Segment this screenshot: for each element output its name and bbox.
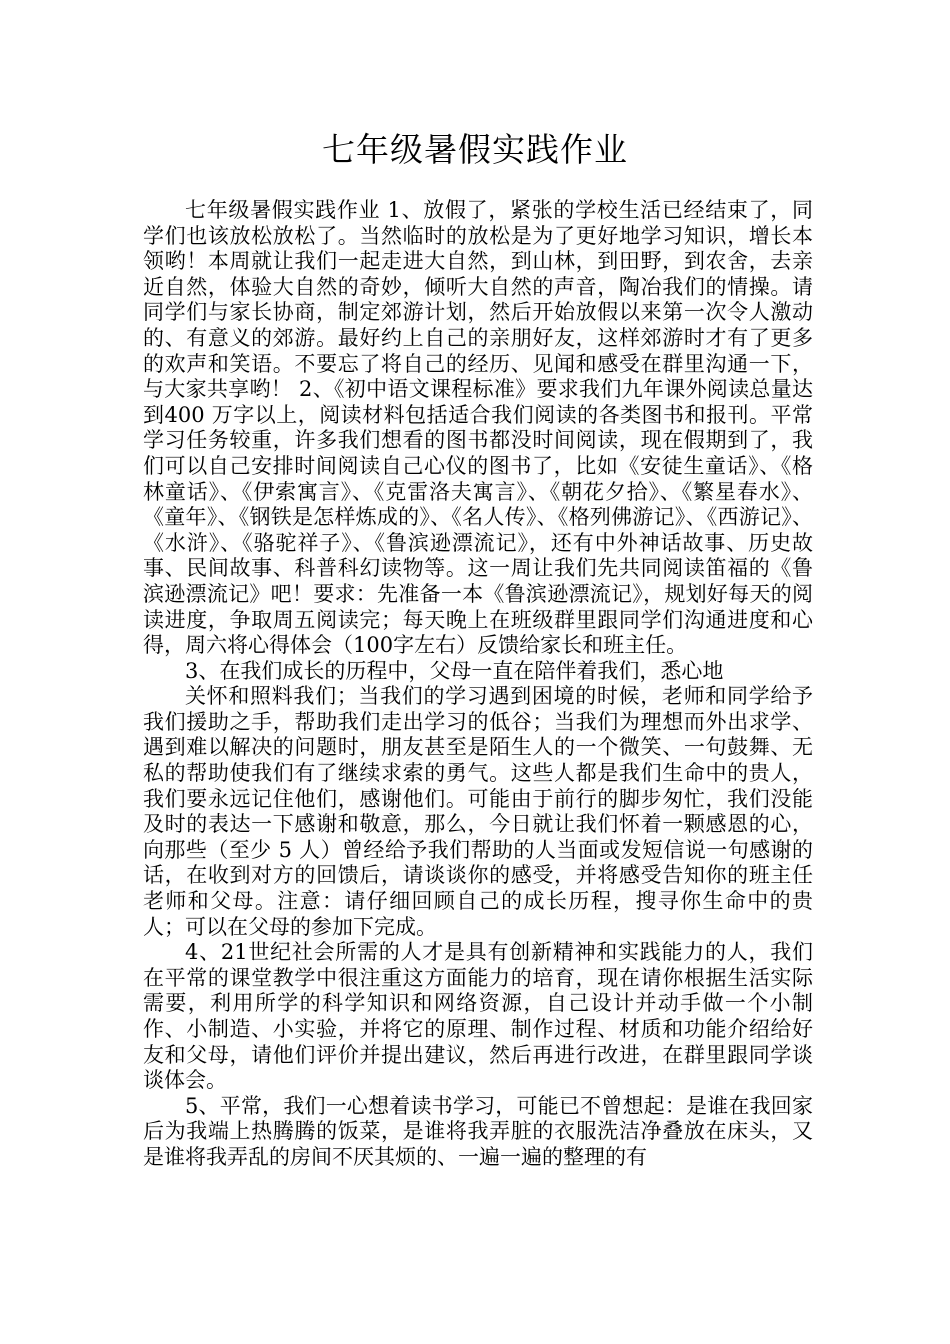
document-title: 七年级暑假实践作业 (322, 130, 628, 169)
document-body (143, 198, 813, 1171)
paragraph-3: 关怀和照料我们；当我们的学习遇到困境的时候，老师和同学给予我们援助之手，帮助我们走出学习的低谷；当我们为理想而外出求学、遇到难以解决的问题时，朋友甚至是陌生人的一个微笑、一句鼓舞、无私的帮助使我们有了继续求索的勇气。这些人都是我们生命中的贵人，我们要永远记住他们，感谢他们。可能由于前行的脚步匆忙，我们没能及时的表达一下感谢和敬意，那么，今日就让我们怀着一颗感恩的心，向那些（至少 5 人）曾经给予我们帮助的人当面或发短信说一句感谢的话，在收到对方的回馈后，请谈谈你的感受，并将感受告知你的班主任老师和父母。注意：请仔细回顾自己的成长历程，搜寻你生命中的贵人；可以在父母的参加下完成。 (143, 684, 813, 939)
paragraph-4: 4、21世纪社会所需的人才是具有创新精神和实践能力的人，我们在平常的课堂教学中很注重这方面能力的培育，现在请你根据生活实际需要，利用所学的科学知识和网络资源，自己设计并动手做一个小制作、小制造、小实验，并将它的原理、制作过程、材质和功能介绍给好友和父母，请他们评价并提出建议，然后再进行改进，在群里跟同学谈谈体会。 (143, 940, 813, 1093)
paragraph-2: 3、在我们成长的历程中，父母一直在陪伴着我们，悉心地 (185, 658, 724, 683)
paragraph-1: 七年级暑假实践作业 1、放假了，紧张的学校生活已经结束了，同学们也该放松放松了。当然临时的放松是为了更好地学习知识，增长本领哟！本周就让我们一起走进大自然，到山林，到田野，到农舍，去亲近自然，体验大自然的奇妙，倾听大自然的声音，陶冶我们的情操。请同学们与家长协商，制定郊游计划，然后开始放假以来第一次令人激动的、有意义的郊游。最好约上自己的亲朋好友，这样郊游时才有了更多的欢声和笑语。不要忘了将自己的经历、见闻和感受在群里沟通一下，与大家共享哟！ 2、《初中语文课程标准》要求我们九年课外阅读总量达到400 万字以上，阅读材料包括适合我们阅读的各类图书和报刊。平常学习任务较重，许多我们想看的图书都没时间阅读，现在假期到了，我们可以自己安排时间阅读自己心仪的图书了，比如《安徒生童话》、《格林童话》、《伊索寓言》、《克雷洛夫寓言》、《朝花夕拾》、《繁星春水》、《童年》、《钢铁是怎样炼成的》、《名人传》、《格列佛游记》、《西游记》、《水浒》、《骆驼祥子》、《鲁滨逊漂流记》，还有中外神话故事、历史故事、民间故事、科普科幻读物等。这一周让我们先共同阅读笛福的《鲁滨逊漂流记》吧！要求：先准备一本《鲁滨逊漂流记》，规划好每天的阅读进度，争取周五阅读完；每天晚上在班级群里跟同学们沟通进度和心得，周六将心得体会（100字左右）反馈给家长和班主任。 (143, 198, 813, 658)
paragraph-5: 5、平常，我们一心想着读书学习，可能已不曾想起：是谁在我回家后为我端上热腾腾的饭菜，是谁将我弄脏的衣服洗洁净叠放在床头，又是谁将我弄乱的房间不厌其烦的、一遍一遍的整理的有 (143, 1093, 813, 1169)
